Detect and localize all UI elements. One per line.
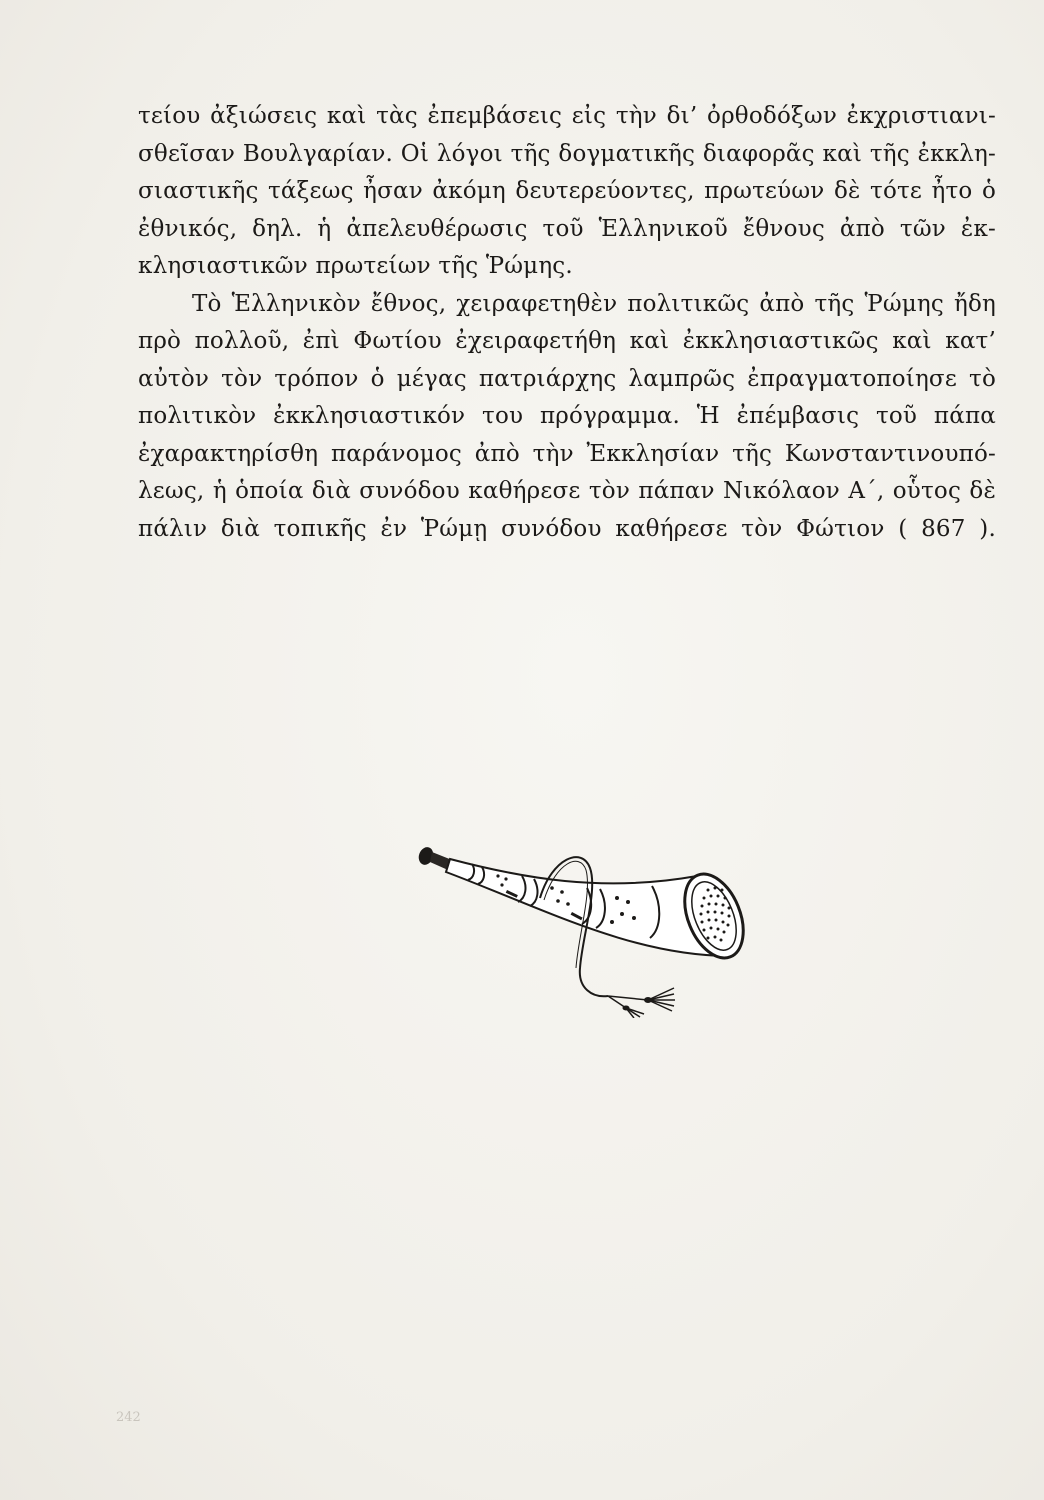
text-line-11: λεως, ἡ ὁποία διὰ συνόδου καθήρεσε τὸν πάπαν Νικόλαον Α΄, οὗτος δὲ xyxy=(138,478,996,504)
text-line-7: πρὸ πολλοῦ, ἐπὶ Φωτίου ἐχειραφετήθη καὶ ἐκκλησιαστικῶς καὶ κατ’ xyxy=(138,328,996,354)
text-line-10: ἐχαρακτηρίσθη παράνομος ἀπὸ τὴν Ἐκκλησίαν τῆς Κωνσταντινουπό- xyxy=(138,440,996,467)
body-text xyxy=(138,98,996,548)
text-line-3: σιαστικῆς τάξεως ἦσαν ἀκόμη δευτερεύοντες, πρωτεύων δὲ τότε ἦτο ὁ xyxy=(138,178,996,204)
text-line-12: πάλιν διὰ τοπικῆς ἐν Ῥώμῃ συνόδου καθήρεσε τὸν Φώτιον ( 867 ). xyxy=(138,515,996,542)
text-line-5: κλησιαστικῶν πρωτείων τῆς Ῥώμης. xyxy=(138,253,573,279)
text-line-4: ἐθνικός, δηλ. ἡ ἀπελευθέρωσις τοῦ Ἑλληνικοῦ ἔθνους ἀπὸ τῶν ἐκ- xyxy=(138,215,996,242)
text-line-9: πολιτικὸν ἐκκλησιαστικόν του πρόγραμμα. Ἡ ἐπέμβασις τοῦ πάπα xyxy=(138,403,996,429)
horn-tassels xyxy=(608,988,675,1018)
text-line-1: τείου ἀξιώσεις καὶ τὰς ἐπεμβάσεις εἰς τὴν δι’ ὀρθοδόξων ἐκχριστιανι- xyxy=(138,103,996,129)
trumpet-icon xyxy=(412,838,772,1018)
page-number: 242 xyxy=(116,1410,141,1425)
text-line-6: Τὸ Ἑλληνικὸν ἔθνος, χειραφετηθὲν πολιτικῶς ἀπὸ τῆς Ῥώμης ἤδη xyxy=(192,290,996,317)
mouthpiece xyxy=(416,845,452,870)
text-line-2: σθεῖσαν Βουλγαρίαν. Οἱ λόγοι τῆς δογματικῆς διαφορᾶς καὶ τῆς ἐκκλη- xyxy=(138,140,996,167)
text-line-8: αὐτὸν τὸν τρόπον ὁ μέγας πατριάρχης λαμπρῶς ἐπραγματοποίησε τὸ xyxy=(138,365,996,392)
